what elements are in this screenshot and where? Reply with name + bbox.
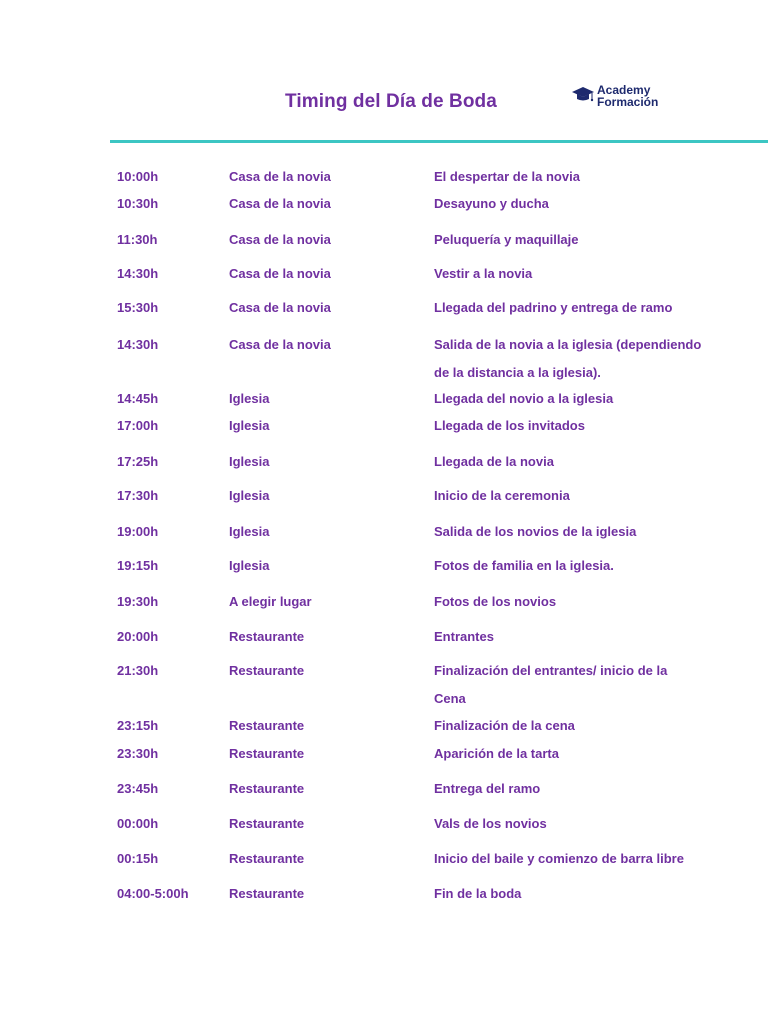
header-divider bbox=[110, 140, 768, 143]
row-place: Iglesia bbox=[229, 391, 270, 406]
row-time: 21:30h bbox=[117, 663, 159, 678]
row-event: Entrega del ramo bbox=[434, 781, 541, 796]
graduation-cap-icon bbox=[571, 86, 595, 104]
row-event: Finalización de la cena bbox=[434, 718, 575, 733]
row-time: 17:25h bbox=[117, 454, 159, 469]
row-place: Casa de la novia bbox=[229, 337, 331, 352]
academy-formacion-logo bbox=[571, 84, 681, 114]
row-place: Restaurante bbox=[229, 781, 305, 796]
logo-line-1: Academy bbox=[597, 83, 651, 97]
row-place: Iglesia bbox=[229, 488, 270, 503]
row-event: Vestir a la novia bbox=[434, 266, 533, 281]
row-place: Iglesia bbox=[229, 558, 270, 573]
row-event: Llegada del padrino y entrega de ramo bbox=[434, 300, 673, 315]
row-place: Casa de la novia bbox=[229, 266, 331, 281]
row-event: Llegada del novio a la iglesia bbox=[434, 391, 614, 406]
row-event: Vals de los novios bbox=[434, 816, 547, 831]
row-time: 10:30h bbox=[117, 196, 159, 211]
row-place: Restaurante bbox=[229, 629, 305, 644]
row-event: Llegada de la novia bbox=[434, 454, 554, 469]
row-time: 17:30h bbox=[117, 488, 159, 503]
row-event: Llegada de los invitados bbox=[434, 418, 585, 433]
row-event-continued: Cena bbox=[434, 691, 466, 706]
row-event: Desayuno y ducha bbox=[434, 196, 549, 211]
row-time: 14:45h bbox=[117, 391, 159, 406]
row-time: 15:30h bbox=[117, 300, 159, 315]
row-time: 10:00h bbox=[117, 169, 159, 184]
row-time: 23:15h bbox=[117, 718, 159, 733]
logo-wordmark bbox=[597, 84, 658, 108]
row-place: Casa de la novia bbox=[229, 196, 331, 211]
row-event: El despertar de la novia bbox=[434, 169, 580, 184]
row-time: 19:30h bbox=[117, 594, 159, 609]
row-time: 19:15h bbox=[117, 558, 159, 573]
row-place: Iglesia bbox=[229, 418, 270, 433]
logo-line-2: Formación bbox=[597, 95, 659, 109]
row-place: Casa de la novia bbox=[229, 300, 331, 315]
row-time: 00:00h bbox=[117, 816, 159, 831]
row-time: 20:00h bbox=[117, 629, 159, 644]
row-place: Casa de la novia bbox=[229, 232, 331, 247]
row-place: A elegir lugar bbox=[229, 594, 312, 609]
row-time: 23:30h bbox=[117, 746, 159, 761]
row-time: 14:30h bbox=[117, 266, 159, 281]
row-event: Fin de la boda bbox=[434, 886, 522, 901]
row-event: Fotos de familia en la iglesia. bbox=[434, 558, 614, 573]
row-time: 17:00h bbox=[117, 418, 159, 433]
row-event: Salida de la novia a la iglesia (dependiendo bbox=[434, 337, 702, 352]
row-place: Restaurante bbox=[229, 816, 305, 831]
row-event: Inicio de la ceremonia bbox=[434, 488, 570, 503]
row-event: Aparición de la tarta bbox=[434, 746, 559, 761]
row-place: Restaurante bbox=[229, 746, 305, 761]
row-place: Iglesia bbox=[229, 454, 270, 469]
row-place: Restaurante bbox=[229, 886, 305, 901]
row-place: Restaurante bbox=[229, 851, 305, 866]
row-time: 04:00-5:00h bbox=[117, 886, 189, 901]
row-time: 19:00h bbox=[117, 524, 159, 539]
row-place: Restaurante bbox=[229, 718, 305, 733]
row-time: 14:30h bbox=[117, 337, 159, 352]
row-event: Fotos de los novios bbox=[434, 594, 557, 609]
row-time: 11:30h bbox=[117, 232, 158, 247]
row-event: Finalización del entrantes/ inicio de la bbox=[434, 663, 668, 678]
page-title: Timing del Día de Boda bbox=[285, 91, 497, 112]
row-event: Salida de los novios de la iglesia bbox=[434, 524, 637, 539]
row-event: Inicio del baile y comienzo de barra libre bbox=[434, 851, 684, 866]
row-event-continued: de la distancia a la iglesia). bbox=[434, 365, 601, 380]
row-place: Restaurante bbox=[229, 663, 305, 678]
row-place: Iglesia bbox=[229, 524, 270, 539]
row-place: Casa de la novia bbox=[229, 169, 331, 184]
row-event: Entrantes bbox=[434, 629, 494, 644]
row-event: Peluquería y maquillaje bbox=[434, 232, 579, 247]
row-time: 23:45h bbox=[117, 781, 159, 796]
row-time: 00:15h bbox=[117, 851, 159, 866]
